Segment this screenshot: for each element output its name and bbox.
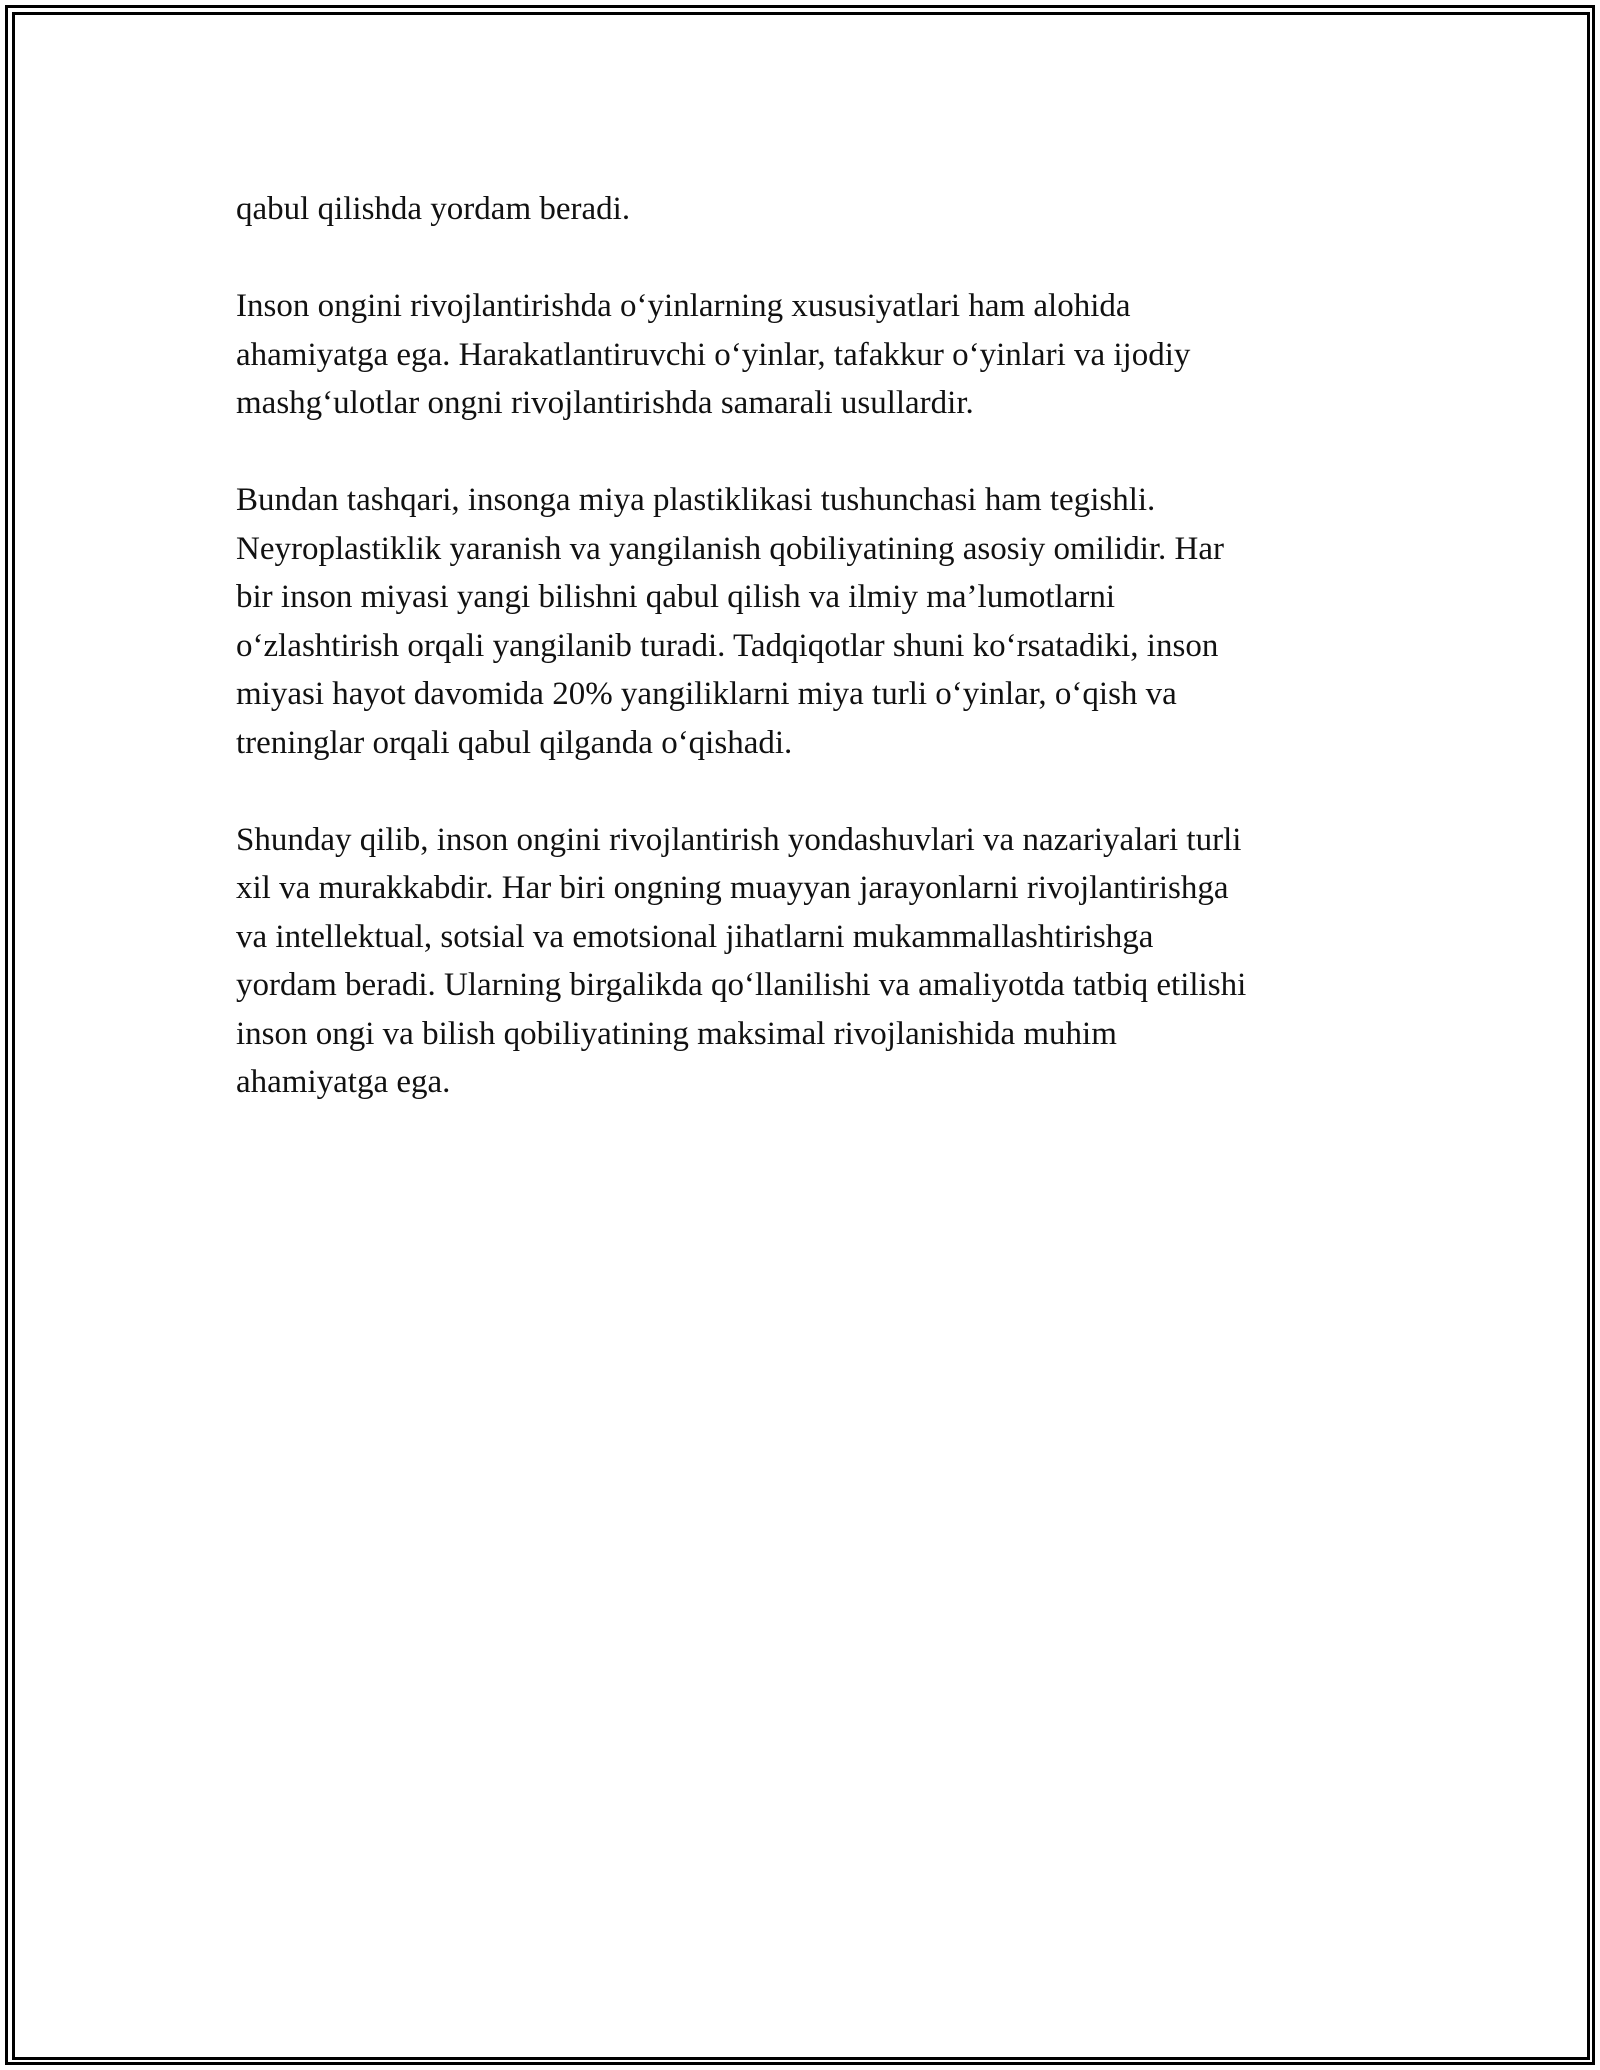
paragraph-neuroplasticity: Bundan tashqari, insonga miya plastiklikasi tushunchasi ham tegishli. Neyroplastiklik yaranish va yangilanish qobiliyatining asosiy omilidir. Har bir inson miyasi yangi bilishni qabul qilish va ilmiy ma’lumotlarni o‘zlashtirish orqali yangilanib turadi. Tadqiqotlar shuni ko‘rsatadiki, inson miyasi hayot davomida 20% yangiliklarni miya turli o‘yinlar, o‘qish va treninglar orqali qabul qilganda o‘qishadi. [236, 482, 1225, 761]
paragraph-games: Inson ongini rivojlantirishda o‘yinlarning xususiyatlari ham alohida ahamiyatga ega. Harakatlantiruvchi o‘yinlar, tafakkur o‘yinlari va ijodiy mashg‘ulotlar ongni rivojlantirishda samarali usullardir. [236, 288, 1191, 421]
document-body [236, 185, 1376, 1155]
paragraph-continuation: qabul qilishda yordam beradi. [236, 191, 631, 227]
paragraph-conclusion: Shunday qilib, inson ongini rivojlantirish yondashuvlari va nazariyalari turli xil va murakkabdir. Har biri ongning muayyan jarayonlarni rivojlantirishga va intellektual, sotsial va emotsional jihatlarni mukammallashtirishga yordam beradi. Ularning birgalikda qo‘llanilishi va amaliyotda tatbiq etilishi inson ongi va bilish qobiliyatining maksimal rivojlanishida muhim ahamiyatga ega. [236, 821, 1247, 1100]
